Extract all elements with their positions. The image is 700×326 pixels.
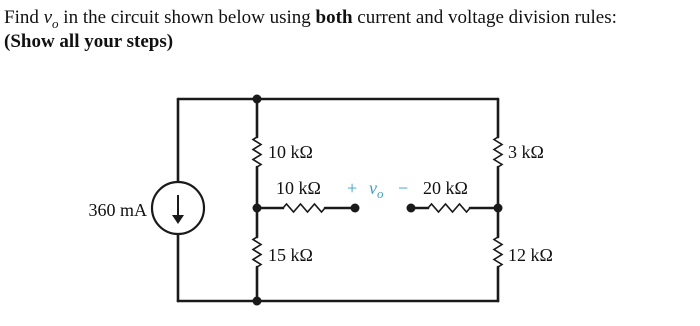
problem-instruction: (Show all your steps) <box>4 31 174 52</box>
vo-annotation <box>347 178 408 201</box>
current-source <box>152 182 204 234</box>
terminal-negative <box>407 204 416 213</box>
problem-text-1: Find <box>4 7 44 28</box>
problem-text-2: in the circuit shown below using <box>58 7 316 28</box>
problem-text-3: current and voltage division rules: <box>352 7 617 28</box>
variable-vo: $v_o$ <box>43 7 59 31</box>
node-mid-right <box>494 204 503 213</box>
resistor-bottom-right <box>494 237 502 267</box>
node-mid-left <box>253 204 262 213</box>
resistor-top-left <box>253 137 261 167</box>
problem-text-bold: both <box>315 7 353 28</box>
resistor-bottom-left <box>253 237 261 267</box>
label-r-bottom-right: 12 kΩ <box>508 245 553 265</box>
label-r-mid-right: 20 kΩ <box>423 178 468 198</box>
circuit-wires <box>178 99 498 301</box>
vo-minus-sign: − <box>398 178 409 198</box>
resistor-mid-left <box>283 204 325 212</box>
node-bottom-middle <box>253 297 262 306</box>
source-label: 360 mA <box>88 200 147 220</box>
vo-plus-sign: + <box>347 178 358 198</box>
vo-symbol: $v_o$ <box>369 178 384 201</box>
resistor-mid-right <box>428 204 470 212</box>
label-r-top-left: 10 kΩ <box>268 142 313 162</box>
terminal-positive <box>351 204 360 213</box>
resistor-top-right <box>494 137 502 167</box>
label-r-top-right: 3 kΩ <box>508 142 544 162</box>
label-r-mid-left: 10 kΩ <box>276 178 321 198</box>
node-top-middle <box>253 95 262 104</box>
label-r-bottom-left: 15 kΩ <box>268 245 313 265</box>
